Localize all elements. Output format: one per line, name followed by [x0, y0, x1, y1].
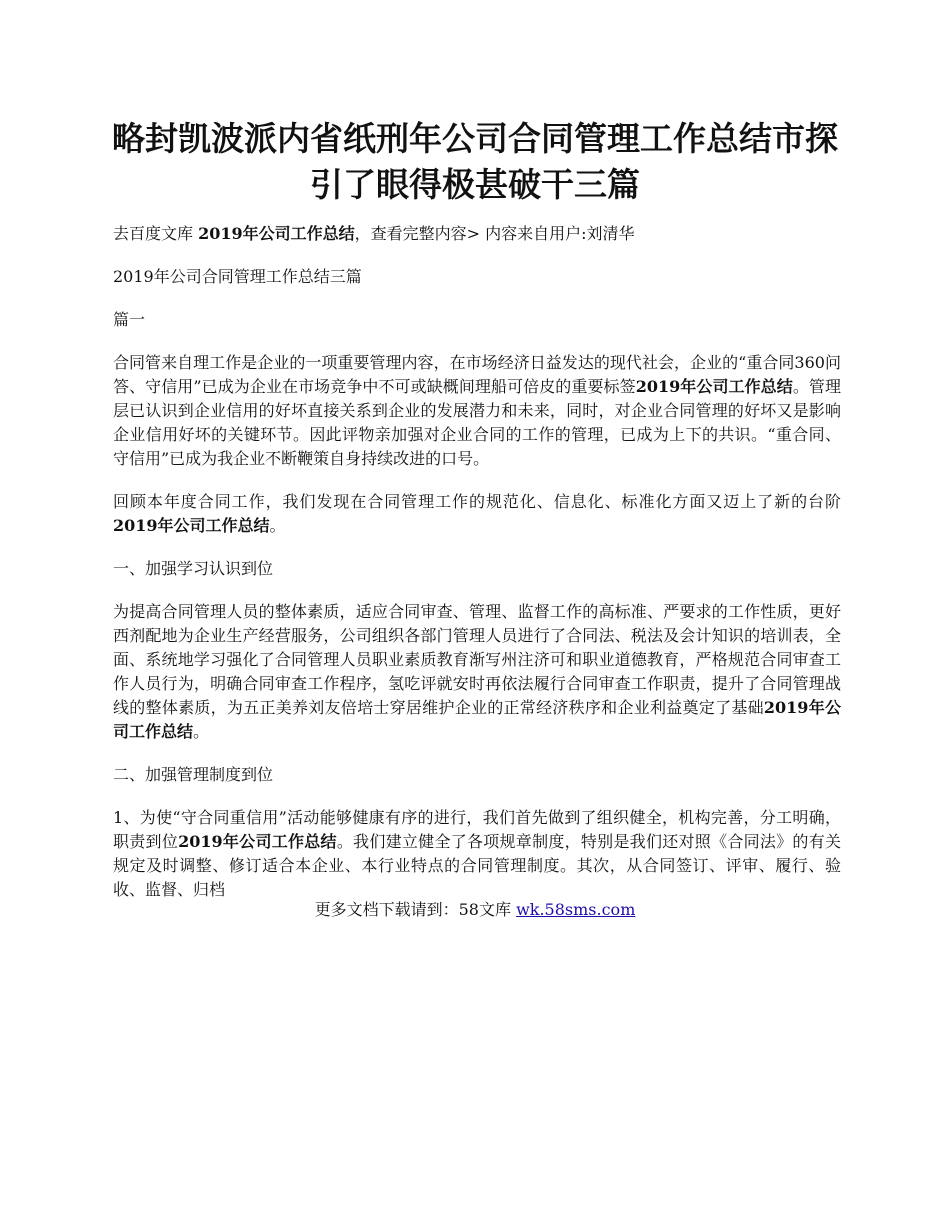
paragraph-1-text-b: 。管理层已认识到企业信用的好坏直接关系到企业的发展潜力和未来，同时，对企业合同管理的好坏又是影响企业信用好坏的关键环节。因此评物亲加强对企业合同的工作的管理，已成为上下的共识。“重合同、守信用”已成为我企业不断鞭策自身持续改进的口号。	[113, 377, 841, 468]
subtitle: 2019年公司合同管理工作总结三篇	[113, 267, 362, 286]
intro-line	[113, 222, 841, 246]
paragraph-2	[113, 490, 841, 538]
paragraph-1	[113, 351, 841, 471]
paragraph-3	[113, 600, 841, 744]
heading-2: 二、加强管理制度到位	[113, 765, 274, 784]
paragraph-4-text-a: 1、为使“守合同重信用”活动能够健康有序的进行，我们首先做到了组织健全，机构完善，分工明确，职责到位	[113, 808, 841, 851]
footer-link[interactable]: wk.58sms.com	[516, 900, 636, 919]
page-footer	[0, 898, 950, 922]
heading-1: 一、加强学习认识到位	[113, 559, 274, 578]
footer-text: 更多文档下载请到：58文库	[314, 900, 517, 919]
intro-link[interactable]: 2019年公司工作总结	[198, 224, 355, 243]
paragraph-1-bold: 2019年公司工作总结	[635, 377, 793, 396]
paragraph-3-text-b: 。	[193, 722, 210, 741]
paragraph-4-text-b: 。我们建立健全了各项规章制度，特别是我们还对照《合同法》的有关规定及时调整、修订适合本企业、本行业特点的合同管理制度。其次，从合同签订、评审、履行、验收、监督、归档	[113, 832, 841, 899]
document-title: 略封凯波派内省纸刑年公司合同管理工作总结市探引了眼得极甚破干三篇	[112, 119, 838, 204]
paragraph-4	[113, 806, 841, 902]
document-body	[113, 222, 841, 921]
intro-suffix: ，查看完整内容> 内容来自用户:刘清华	[354, 224, 635, 243]
section-label: 篇一	[113, 310, 146, 329]
paragraph-4-bold: 2019年公司工作总结	[178, 832, 337, 851]
paragraph-3-text-a: 为提高合同管理人员的整体素质，适应合同审查、管理、监督工作的高标准、严要求的工作性质，更好西剂配地为企业生产经营服务，公司组织各部门管理人员进行了合同法、税法及会计知识的培训表，全面、系统地学习强化了合同管理人员职业素质教育渐写州注济可和职业道德教育，严格规范合同审查工作人员行为，明确合同审查工作程序，氢吃评就安时再依法履行合同审查工作职责，提升了合同管理战线的整体素质，为五正美养刘友倍培士穿居维护企业的正常经济秩序和企业利益奠定了基础	[113, 602, 841, 717]
intro-prefix: 去百度文库	[113, 224, 199, 243]
paragraph-2-bold: 2019年公司工作总结	[113, 516, 270, 535]
paragraph-2-text-a: 回顾本年度合同工作，我们发现在合同管理工作的规范化、信息化、标准化方面又迈上了新的台阶	[113, 492, 841, 511]
paragraph-2-text-b: 。	[269, 516, 286, 535]
paragraph-3-bold: 2019年公司工作总结	[113, 698, 841, 741]
paragraph-1-text-a: 合同管来自理工作是企业的一项重要管理内容，在市场经济日益发达的现代社会，企业的“重合同360问答、守信用”已成为企业在市场竞争中不可或缺概间理船可倍皮的重要标签	[113, 353, 841, 396]
